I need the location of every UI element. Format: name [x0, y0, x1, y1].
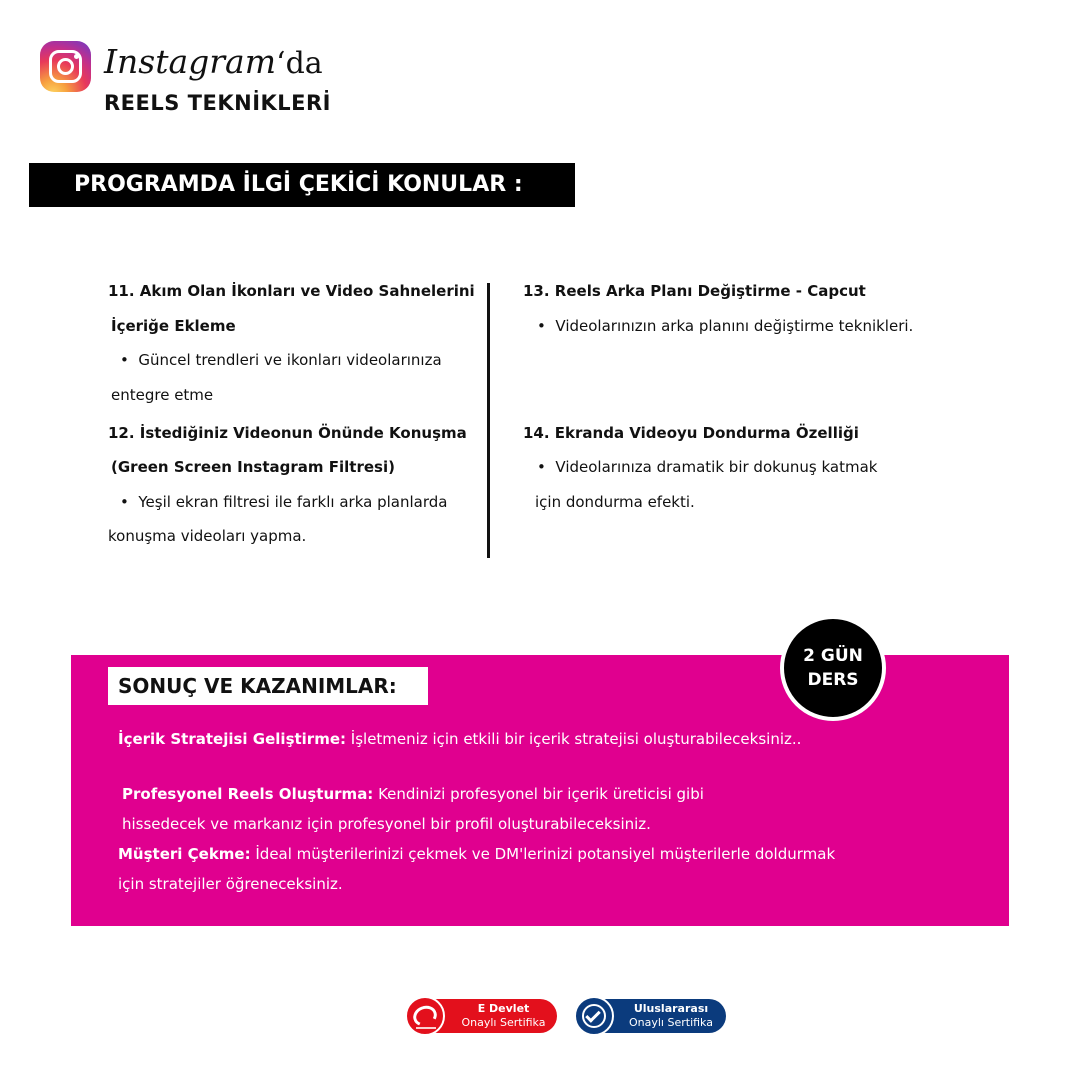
page-subtitle: REELS TEKNİKLERİ	[104, 91, 331, 115]
result-customer-attraction-cont: için stratejiler öğreneceksiniz.	[118, 875, 343, 893]
item-11-bullet-cont: entegre etme	[111, 386, 214, 404]
edevlet-subtitle: Onaylı Sertifika	[461, 1016, 546, 1029]
column-divider	[487, 283, 490, 558]
brand-suffix: ‘da	[276, 46, 323, 81]
result-customer-attraction: Müşteri Çekme: İdeal müşterilerinizi çekmek ve DM'lerinizi potansiyel müşterilerle doldurmak	[118, 845, 836, 863]
international-title: Uluslararası	[633, 1002, 709, 1015]
edevlet-title: E Devlet	[477, 1002, 530, 1015]
result-professional-reels: Profesyonel Reels Oluşturma: Kendinizi profesyonel bir içerik üreticisi gibi	[122, 785, 704, 803]
item-11-title-line-2: İçeriğe Ekleme	[111, 317, 236, 335]
item-13-bullet: • Videolarınızın arka planını değiştirme teknikleri.	[537, 317, 914, 335]
item-14-title: 14. Ekranda Videoyu Dondurma Özelliği	[523, 424, 859, 442]
item-11-bullet: • Güncel trendleri ve ikonları videolarınıza	[120, 351, 442, 369]
brand-name: Instagram	[104, 42, 277, 81]
badge-line-1: 2 GÜN	[803, 646, 863, 666]
item-13-title: 13. Reels Arka Planı Değiştirme - Capcut	[523, 282, 866, 300]
brand-title	[104, 42, 323, 82]
item-14-bullet: • Videolarınıza dramatik bir dokunuş katmak	[537, 458, 878, 476]
item-12-bullet: • Yeşil ekran filtresi ile farklı arka planlarda	[120, 493, 448, 511]
edevlet-emblem-icon	[405, 996, 445, 1036]
item-11-title-line-1: 11. Akım Olan İkonları ve Video Sahnelerini	[108, 282, 475, 300]
results-title: SONUÇ VE KAZANIMLAR:	[108, 667, 428, 705]
result-content-strategy: İçerik Stratejisi Geliştirme: İşletmeniz için etkili bir içerik stratejisi oluşturabileceksiniz..	[118, 730, 802, 748]
result-professional-reels-cont: hissedecek ve markanız için profesyonel bir profil oluşturabileceksiniz.	[122, 815, 651, 833]
camera-lens	[57, 58, 74, 75]
instagram-logo-icon	[40, 41, 91, 92]
badge-line-2: DERS	[807, 670, 859, 690]
item-12-title-line-1: 12. İstediğiniz Videonun Önünde Konuşma	[108, 424, 467, 442]
section-title: PROGRAMDA İLGİ ÇEKİCİ KONULAR :	[29, 163, 575, 207]
item-12-title-line-2: (Green Screen Instagram Filtresi)	[111, 458, 395, 476]
camera-dot	[74, 54, 79, 59]
duration-badge	[780, 615, 886, 721]
international-subtitle: Onaylı Sertifika	[629, 1016, 713, 1029]
item-14-bullet-cont: için dondurma efekti.	[535, 493, 695, 511]
checkmark-icon	[574, 996, 614, 1036]
item-12-bullet-cont: konuşma videoları yapma.	[108, 527, 307, 545]
